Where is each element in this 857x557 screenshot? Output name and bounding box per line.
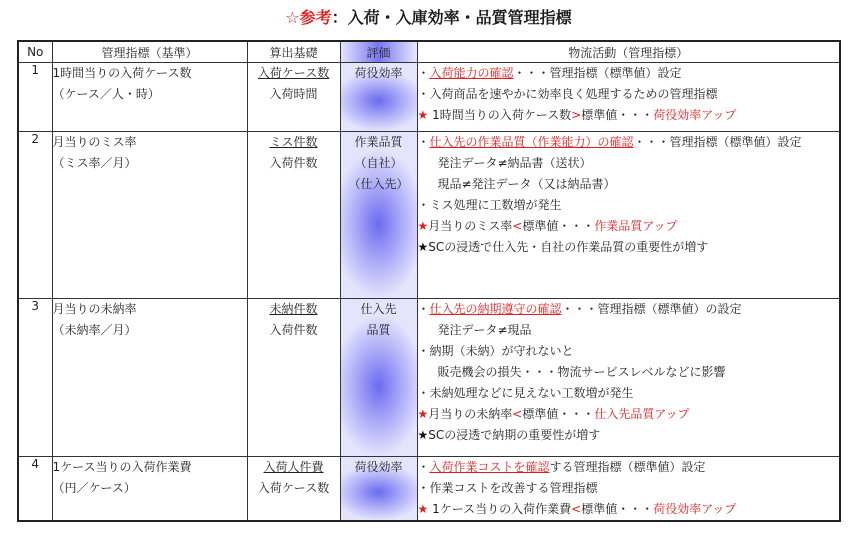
metric-cell xyxy=(52,457,247,522)
eval-line: 荷役効率 xyxy=(354,460,403,474)
basis-cell xyxy=(247,132,340,299)
eval-cell xyxy=(340,63,417,132)
star-black-icon: ★ xyxy=(417,428,429,442)
table-row xyxy=(18,132,840,299)
activity-text: ・納期（未納）が守れないと xyxy=(417,344,574,358)
header-eval: 評価 xyxy=(340,41,417,63)
activity-text: ・ xyxy=(417,66,430,80)
metric-line: 月当りのミス率 xyxy=(52,135,137,149)
activity-text: 1時間当りの入荷ケース数 xyxy=(428,108,572,122)
activity-text: 1ケース当りの入荷作業費 xyxy=(428,502,572,516)
title-main: 入荷・入庫効率・品質管理指標 xyxy=(347,8,572,27)
kpi-table xyxy=(17,40,841,522)
title-prefix: 参考 xyxy=(299,8,332,27)
activity-line xyxy=(418,195,840,216)
metric-line: （ミス率／月） xyxy=(52,156,137,170)
star-outline-icon: ☆ xyxy=(285,8,300,27)
activity-text: 標準値・・・ xyxy=(581,502,654,516)
activity-line xyxy=(418,499,840,520)
activity-highlight: 仕入先の納期遵守の確認 xyxy=(429,302,562,316)
activity-line xyxy=(418,383,840,404)
metric-line: 1時間当りの入荷ケース数 xyxy=(52,66,192,80)
metric-line: （未納率／月） xyxy=(52,323,137,337)
activity-text: 標準値・・・ xyxy=(522,219,595,233)
table-row xyxy=(18,299,840,457)
activity-text: ・未納処理などに見えない工数増が発生 xyxy=(417,386,634,400)
basis-denominator: 入荷件数 xyxy=(269,323,318,337)
star-red-icon: ★ xyxy=(417,108,429,122)
activity-text: 発注データ≠納品書（送状） xyxy=(437,156,592,170)
basis-denominator: 入荷件数 xyxy=(269,156,318,170)
table-row xyxy=(18,63,840,132)
activity-line xyxy=(418,299,840,320)
header-basis: 算出基礎 xyxy=(247,41,340,63)
activity-text: 発注データ≠現品 xyxy=(437,323,532,337)
activity-line xyxy=(418,237,840,258)
eval-line: 仕入先 xyxy=(360,302,397,316)
activity-result: 荷役効率アップ xyxy=(653,108,737,122)
activity-line xyxy=(418,153,840,174)
activity-cell xyxy=(417,63,840,132)
basis-numerator: ミス件数 xyxy=(269,135,318,149)
activity-line xyxy=(418,132,840,153)
metric-line: （円／ケース） xyxy=(52,481,136,495)
activity-text: ・ xyxy=(417,302,430,316)
basis-numerator: 入荷ケース数 xyxy=(257,66,330,80)
star-red-icon: ★ xyxy=(417,219,429,233)
activity-line xyxy=(418,457,840,478)
activity-line xyxy=(418,362,840,383)
title-colon: ： xyxy=(331,8,348,27)
basis-cell xyxy=(247,63,340,132)
basis-numerator: 入荷人件費 xyxy=(263,460,324,474)
activity-text: ・ xyxy=(417,460,430,474)
page-title xyxy=(0,6,857,30)
eval-cell xyxy=(340,132,417,299)
activity-text: ・ xyxy=(417,135,430,149)
activity-cell xyxy=(417,457,840,522)
row-number: 1 xyxy=(18,63,52,132)
header-row xyxy=(18,41,840,63)
activity-highlight: > xyxy=(571,108,582,122)
activity-text: 標準値・・・ xyxy=(522,407,595,421)
activity-text: 月当りのミス率 xyxy=(428,219,513,233)
eval-line: 作業品質 xyxy=(354,135,403,149)
eval-line: （自社） xyxy=(354,156,403,170)
row-number: 4 xyxy=(18,457,52,522)
row-number: 2 xyxy=(18,132,52,299)
activity-line xyxy=(418,84,840,105)
activity-result: 荷役効率アップ xyxy=(653,502,737,516)
row-number: 3 xyxy=(18,299,52,457)
metric-line: 月当りの未納率 xyxy=(52,302,137,316)
activity-text: SCの浸透で仕入先・自社の作業品質の重要性が増す xyxy=(428,240,709,254)
activity-line xyxy=(418,341,840,362)
activity-text: ・・・管理指標（標準値）設定 xyxy=(513,66,682,80)
activity-line xyxy=(418,425,840,446)
activity-result: 作業品質アップ xyxy=(594,219,678,233)
basis-denominator: 入荷ケース数 xyxy=(257,481,330,495)
metric-cell xyxy=(52,299,247,457)
activity-highlight: < xyxy=(571,502,582,516)
basis-numerator: 未納件数 xyxy=(269,302,318,316)
activity-text: する管理指標（標準値）設定 xyxy=(549,460,706,474)
activity-cell xyxy=(417,299,840,457)
header-activity: 物流活動（管理指標） xyxy=(417,41,840,63)
eval-cell xyxy=(340,457,417,522)
activity-text: 販売機会の損失・・・物流サービスレベルなどに影響 xyxy=(437,365,726,379)
activity-highlight: < xyxy=(512,219,523,233)
eval-line: 品質 xyxy=(366,323,391,337)
activity-line xyxy=(418,216,840,237)
activity-text: 現品≠発注データ（又は納品書） xyxy=(437,177,616,191)
activity-highlight: < xyxy=(512,407,523,421)
activity-line xyxy=(418,105,840,126)
basis-cell xyxy=(247,299,340,457)
activity-line xyxy=(418,478,840,499)
eval-line: 荷役効率 xyxy=(354,66,403,80)
metric-cell xyxy=(52,132,247,299)
eval-cell xyxy=(340,299,417,457)
header-metric: 管理指標（基準） xyxy=(52,41,247,63)
table-row xyxy=(18,457,840,522)
activity-line xyxy=(418,63,840,84)
star-black-icon: ★ xyxy=(417,240,429,254)
activity-text: 標準値・・・ xyxy=(581,108,654,122)
basis-cell xyxy=(247,457,340,522)
star-red-icon: ★ xyxy=(417,407,429,421)
activity-text: ・・・管理指標（標準値）の設定 xyxy=(561,302,742,316)
metric-line: （ケース／人・時） xyxy=(52,87,160,101)
activity-line xyxy=(418,404,840,425)
basis-denominator: 入荷時間 xyxy=(269,87,318,101)
eval-line: （仕入先） xyxy=(348,177,409,191)
table-body xyxy=(18,63,840,522)
activity-text: ・ミス処理に工数増が発生 xyxy=(417,198,562,212)
activity-line xyxy=(418,174,840,195)
metric-line: 1ケース当りの入荷作業費 xyxy=(52,460,192,474)
activity-text: ・・・管理指標（標準値）設定 xyxy=(633,135,802,149)
activity-text: ・作業コストを改善する管理指標 xyxy=(417,481,598,495)
activity-text: SCの浸透で納期の重要性が増す xyxy=(428,428,601,442)
activity-text: ・入荷商品を速やかに効率良く処理するための管理指標 xyxy=(417,87,718,101)
activity-highlight: 仕入先の作業品質（作業能力）の確認 xyxy=(429,135,634,149)
activity-line xyxy=(418,320,840,341)
activity-highlight: 入荷作業コストを確認 xyxy=(429,460,550,474)
activity-result: 仕入先品質アップ xyxy=(594,407,690,421)
star-red-icon: ★ xyxy=(417,502,429,516)
activity-cell xyxy=(417,132,840,299)
metric-cell xyxy=(52,63,247,132)
activity-text: 月当りの未納率 xyxy=(428,407,513,421)
header-no: No xyxy=(18,41,52,63)
activity-highlight: 入荷能力の確認 xyxy=(429,66,514,80)
